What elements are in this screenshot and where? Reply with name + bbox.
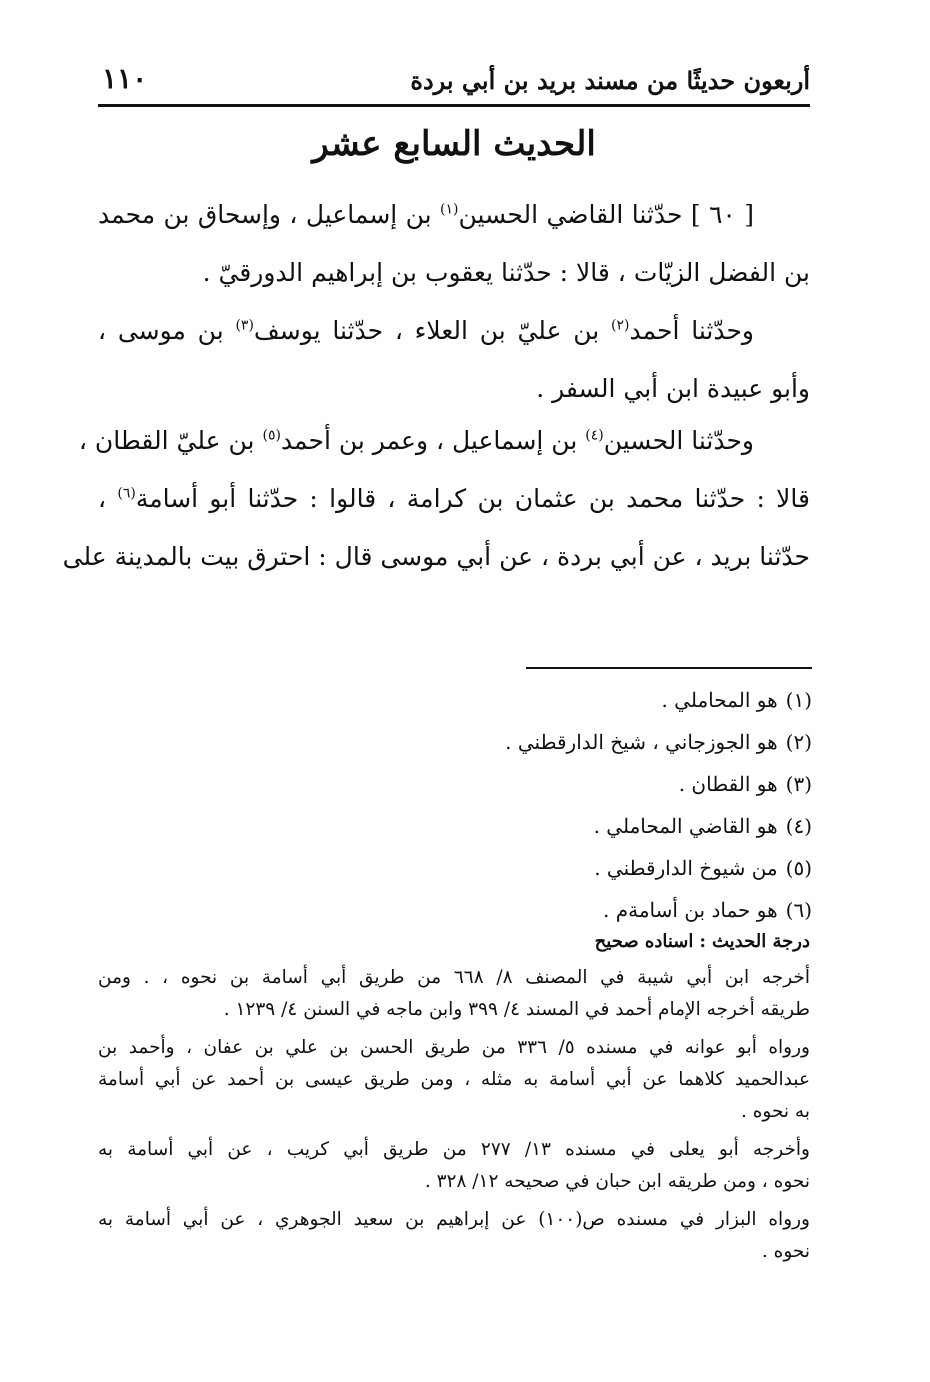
text-line (78, 412, 810, 470)
text-line (98, 302, 810, 360)
footnote-ref: (٦) (117, 485, 136, 502)
text-line: بن الفضل الزيّات ، قالا : حدّثنا يعقوب بن إبراهيم الدورقيّ . (202, 258, 810, 287)
hadith-grade (595, 928, 810, 956)
takhrij-paragraph (98, 1204, 810, 1268)
footnote-ref: (٢) (611, 317, 630, 334)
text-run: بن إسماعيل ، وعمر بن أحمد (280, 426, 586, 455)
text-line: وأبو عبيدة ابن أبي السفر . (536, 374, 810, 403)
text-line: حدّثنا بريد ، عن أبي بردة ، عن أبي موسى قال : احترق بيت بالمدينة على (62, 542, 810, 571)
footnote-number: (٤) (785, 814, 812, 838)
text-run: قالا : حدّثنا محمد بن عثمان بن كرامة ، قالوا : حدّثنا أبو أسامة (135, 484, 810, 513)
footnotes-list (392, 679, 812, 931)
paragraph-3 (62, 412, 810, 586)
footnote-text: هو المحاملي . (661, 688, 778, 712)
takhrij-paragraph (98, 962, 810, 1026)
text-run: بن موسى ، (98, 316, 236, 345)
page-number: ١١٠ (102, 62, 148, 95)
grade-label: درجة الحديث (712, 931, 810, 952)
footnote (392, 889, 812, 931)
text-run: بن عليّ القطان ، (78, 426, 263, 455)
footnote-text: هو حماد بن أسامةم . (603, 898, 778, 922)
text-line (98, 186, 810, 244)
footnote (392, 847, 812, 889)
takhrij-line: نحوه . (761, 1241, 810, 1262)
takhrij-paragraph (98, 1032, 810, 1128)
footnote-ref: (١) (440, 201, 459, 218)
footnote-text: من شيوخ الدارقطني . (594, 856, 778, 880)
takhrij-line: به نحوه . (740, 1101, 810, 1122)
footnote-number: (٥) (785, 856, 812, 880)
takhrij-line: طريقه أخرجه الإمام أحمد في المسند ٤/ ٣٩٩ وابن ماجه في السنن ٤/ ١٢٣٩ . (223, 999, 810, 1020)
footnote-ref: (٥) (262, 427, 281, 444)
text-run: ، (98, 484, 118, 513)
footnote-text: هو الجوزجاني ، شيخ الدارقطني . (505, 730, 778, 754)
takhrij-section (98, 962, 810, 1274)
footnote-divider (526, 667, 812, 669)
footnote-text: هو القطان . (678, 772, 778, 796)
footnote-number: (٦) (785, 898, 812, 922)
grade-separator: : (699, 931, 706, 952)
footnote (392, 805, 812, 847)
text-line (98, 470, 810, 528)
takhrij-line: ورواه البزار في مسنده ص(١٠٠) عن إبراهيم بن سعيد الجوهري ، عن أبي أسامة به (98, 1209, 810, 1230)
takhrij-line: وأخرجه أبو يعلى في مسنده ١٣/ ٢٧٧ من طريق أبي كريب ، عن أبي أسامة به (98, 1139, 810, 1160)
hadith-title: الحديث السابع عشر (312, 124, 596, 164)
footnote (392, 763, 812, 805)
footnote-number: (٢) (785, 730, 812, 754)
footnote-number: (١) (785, 688, 812, 712)
footnote (392, 721, 812, 763)
takhrij-line: نحوه ، ومن طريقه ابن حبان في صحيحه ١٢/ ٣٢٨ . (424, 1171, 810, 1192)
footnote-ref: (٣) (235, 317, 254, 334)
paragraph-1 (98, 186, 810, 302)
text-run: [ ٦٠ ] حدّثنا القاضي الحسين (458, 200, 754, 229)
grade-value: اسناده صحيح (594, 931, 694, 952)
text-run: وحدّثنا أحمد (629, 316, 754, 345)
paragraph-2 (98, 302, 810, 418)
footnote-number: (٣) (785, 772, 812, 796)
text-run: وحدّثنا الحسين (603, 426, 754, 455)
text-run: بن إسماعيل ، وإسحاق بن محمد (98, 200, 440, 229)
text-run: بن عليّ بن العلاء ، حدّثنا يوسف (253, 316, 611, 345)
takhrij-line: أخرجه ابن أبي شيبة في المصنف ٨/ ٦٦٨ من طريق أبي أسامة بن نحوه ، . ومن (98, 967, 810, 988)
takhrij-line: عبدالحميد كلاهما عن أبي أسامة به مثله ، ومن طريق عيسى بن أحمد عن أبي أسامة (98, 1069, 810, 1090)
footnote-ref: (٤) (585, 427, 604, 444)
running-title: أربعون حديثًا من مسند بريد بن أبي بردة (410, 66, 810, 95)
page-header (98, 58, 810, 107)
footnote-text: هو القاضي المحاملي . (593, 814, 778, 838)
takhrij-paragraph (98, 1134, 810, 1198)
takhrij-line: ورواه أبو عوانه في مسنده ٥/ ٣٣٦ من طريق الحسن بن علي بن عفان ، وأحمد بن (98, 1037, 810, 1058)
footnote (392, 679, 812, 721)
